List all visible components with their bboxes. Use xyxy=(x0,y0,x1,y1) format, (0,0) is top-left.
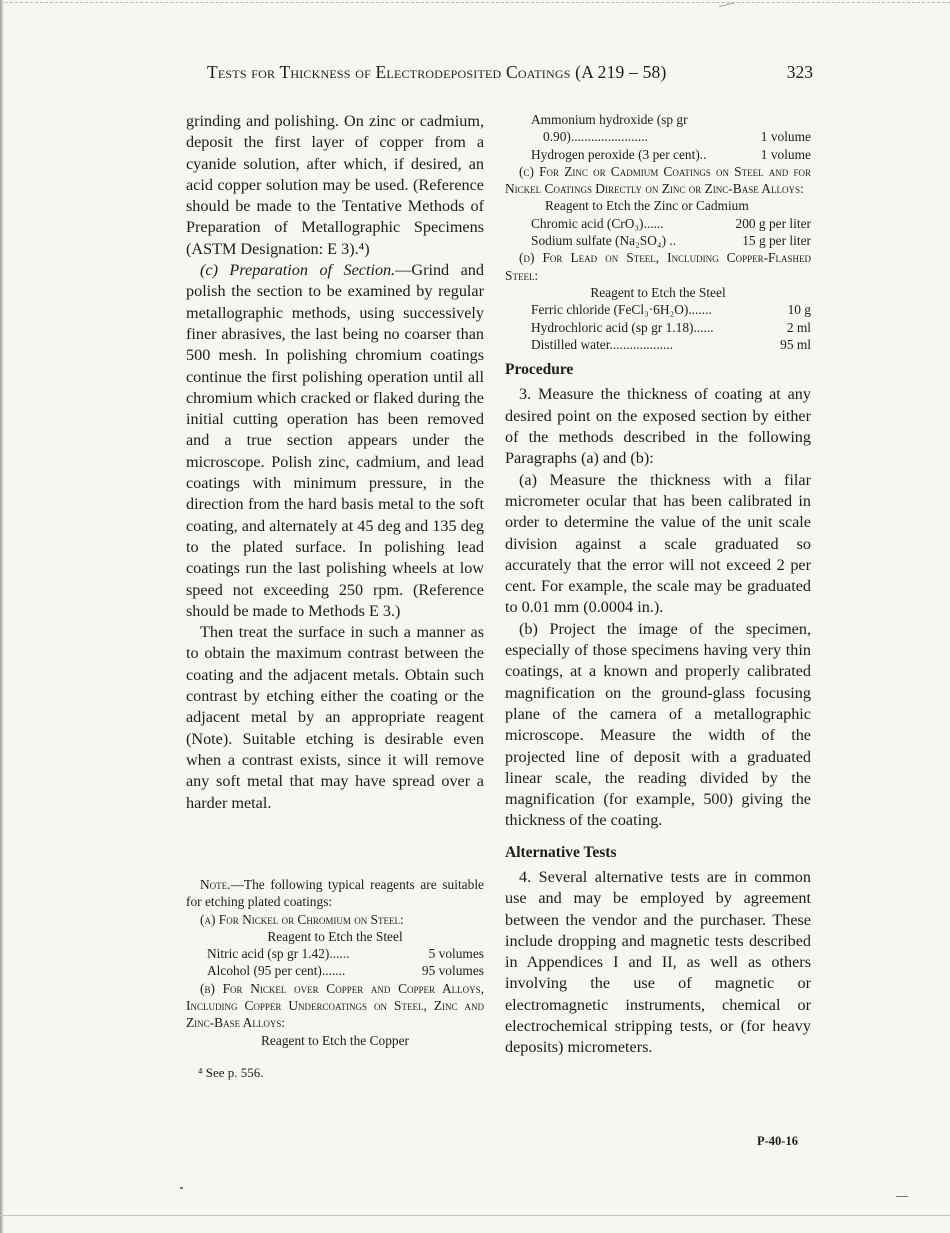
note-d-heading: (d) For Lead on Steel, Including Copper-Flashed Steel: xyxy=(505,250,811,283)
reagent-row xyxy=(531,336,811,353)
margin-mark xyxy=(180,1187,183,1189)
reagent-qty: 2 ml xyxy=(786,319,811,335)
reagent-name: 0.90)....................... xyxy=(543,129,648,145)
note-b-table xyxy=(505,111,811,163)
reagent-qty: 15 g per liter xyxy=(742,233,811,249)
note-d-reagent: Reagent to Etch the Steel xyxy=(590,284,726,300)
reagent-qty: 1 volume xyxy=(760,146,811,162)
reagent-name: Alcohol (95 per cent)....... xyxy=(207,963,346,979)
note-b-reagent: Reagent to Etch the Copper xyxy=(261,1032,409,1048)
note-c-reagent: Reagent to Etch the Zinc or Cadmium xyxy=(545,198,749,214)
margin-mark xyxy=(896,1196,908,1197)
scan-edge xyxy=(0,0,4,1233)
right-column xyxy=(505,111,811,1059)
reagent-name: Distilled water................... xyxy=(531,336,674,352)
reagent-qty: 5 volumes xyxy=(428,946,484,962)
reagent-row xyxy=(531,319,811,336)
reagent-row xyxy=(207,945,484,962)
reagent-row xyxy=(207,962,484,979)
pen-mark xyxy=(719,2,737,15)
note-block xyxy=(186,876,484,1049)
reagent-row xyxy=(531,301,811,318)
procedure-heading: Procedure xyxy=(505,361,574,379)
paragraph-method-b: (b) Project the image of the specimen, especially of those specimens having very thin coatings, at a known and properly calibrated magnification on the ground-glass focusing plane of the camera of a metallographic microscope. Measure the width of the projected line of deposit with a graduated linear scale, the reading divided by the magnification (for example, 500) giving the thickness of the coating. xyxy=(505,619,811,830)
running-header xyxy=(207,62,813,88)
note-c-table xyxy=(505,197,811,249)
reagent-qty: 1 volume xyxy=(760,129,811,145)
reagent-qty: 95 volumes xyxy=(421,963,484,979)
reagent-row xyxy=(531,146,811,163)
reagent-name: Ammonium hydroxide (sp gr xyxy=(531,112,688,127)
scan-rule-bottom xyxy=(0,1215,950,1217)
reagent-name: Hydrogen peroxide (3 per cent).. xyxy=(531,146,707,162)
page-number: 323 xyxy=(786,62,813,82)
reagent-name: Ferric chloride (FeCl₃·6H₂O)....... xyxy=(531,302,712,318)
preparation-label: (c) Preparation of Section. xyxy=(200,261,396,280)
reagent-qty: 95 ml xyxy=(780,336,811,352)
note-intro xyxy=(186,876,484,911)
reagent-qty: 10 g xyxy=(787,302,811,318)
scan-rule-top xyxy=(0,2,950,4)
paragraph-contrast: Then treat the surface in such a manner as to obtain the maximum contrast between the coating and the adjacent metals. Obtain such contrast by etching either the coating or the adjacent metal by an appropriate reagent (Note). Suitable etching is desirable even when a contrast exists, since it will remove any soft metal that may have spread over a harder metal. xyxy=(186,623,484,812)
note-intro-text: —The following typical reagents are suitable for etching plated coatings: xyxy=(186,877,484,910)
footnote: ⁴ See p. 556. xyxy=(198,1065,264,1080)
reagent-name: Sodium sulfate (Na₂SO₄) .. xyxy=(531,233,677,249)
paragraph-alternative: 4. Several alternative tests are in common use and may be employed by agreement between the vendor and the purchaser. These include dropping and magnetic tests described in Appendices I and II, as well as others involving the use of magnetic or electromagnetic instruments, chemical or electrochemical stripping tests, or (for heavy deposits) micrometers. xyxy=(505,867,811,1057)
note-label: Note. xyxy=(200,877,231,892)
reagent-name: Hydrochloric acid (sp gr 1.18)...... xyxy=(531,319,714,335)
header-title: Tests for Thickness of Electrodeposited Coatings (A 219 – 58) xyxy=(207,62,667,82)
note-d-table xyxy=(505,301,811,353)
note-continuation xyxy=(505,111,811,353)
paragraph-preparation xyxy=(186,260,484,622)
note-c-heading: (c) For Zinc or Cadmium Coatings on Steel and for Nickel Coatings Directly on Zinc or Zinc-Base Alloys: xyxy=(505,163,811,197)
paragraph-method-a: (a) Measure the thickness with a filar micrometer ocular that has been calibrated in order to determine the value of the unit scale division against a scale graduated so accurately that the error will not exceed 2 per cent. For example, the scale may be graduated to 0.01 mm (0.0004 in.). xyxy=(505,470,811,617)
note-b-heading: (b) For Nickel over Copper and Copper Alloys, Including Copper Undercoatings on Steel, Zinc and Zinc-Base Alloys: xyxy=(186,980,484,1031)
alternative-tests-heading: Alternative Tests xyxy=(505,843,617,861)
reagent-name: Chromic acid (CrO₃)...... xyxy=(531,215,664,231)
reagent-name: Nitric acid (sp gr 1.42)...... xyxy=(207,946,350,962)
paragraph-measure: 3. Measure the thickness of coating at any desired point on the exposed section by either of the methods described in the following Paragraphs (a) and (b): xyxy=(505,385,811,468)
note-a-table xyxy=(186,945,484,980)
left-column xyxy=(186,111,484,814)
reagent-row xyxy=(531,111,811,128)
reagent-row xyxy=(531,215,811,232)
folio-code: P-40-16 xyxy=(757,1134,798,1148)
reagent-row xyxy=(531,128,811,145)
reagent-row xyxy=(531,232,811,249)
preparation-text: —Grind and polish the section to be examined by regular metallographic methods, using successively finer abrasives, the last being no coarser than 500 mesh. In polishing chromium coatings continue the first polishing operation until all chromium which cracked or flaked during the initial cutting operation has been removed and a true section appears under the microscope. Polish zinc, cadmium, and lead coatings with minimum pressure, in the direction from the hard basis metal to the soft coating, and alternately at 45 deg and 135 deg to the plated surface. In polishing lead coatings run the last polishing wheels at low speed not exceeding 250 rpm. (Reference should be made to Methods E 3.) xyxy=(186,261,485,620)
note-a-reagent: Reagent to Etch the Steel xyxy=(267,928,403,944)
paragraph-grinding: grinding and polishing. On zinc or cadmium, deposit the first layer of copper from a cyanide solution, after which, if desired, an acid copper solution may be used. (Reference should be made to the Tentative Methods of Preparation of Metallographic Specimens (ASTM Designation: E 3).⁴) xyxy=(186,112,484,258)
note-a-heading: (a) For Nickel or Chromium on Steel: xyxy=(200,911,404,927)
reagent-qty: 200 g per liter xyxy=(735,215,811,231)
